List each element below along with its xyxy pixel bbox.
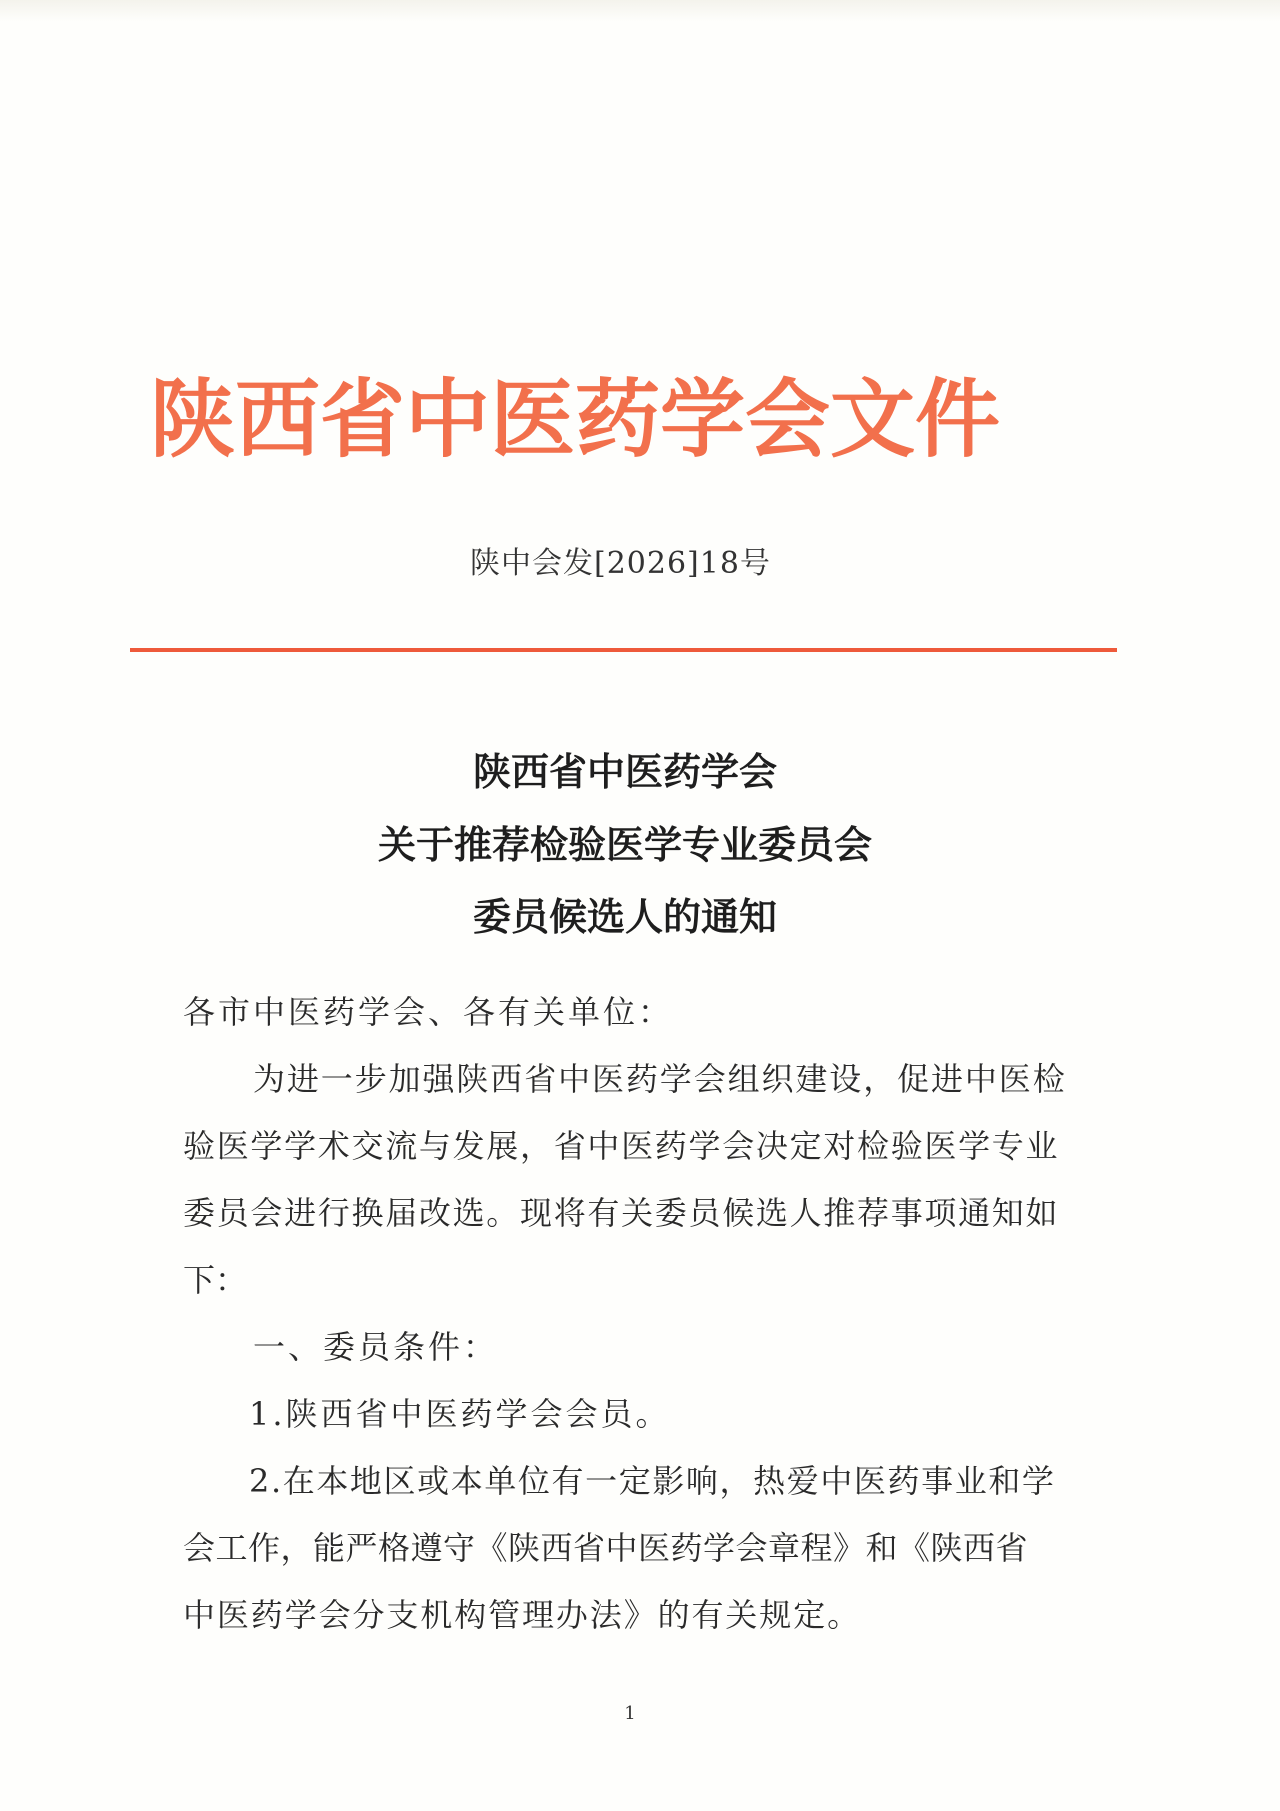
body-paragraph-line-1: 为进一步加强陕西省中医药学会组织建设，促进中医检: [253, 1060, 1067, 1098]
document-number: 陕中会发[2026]18号: [470, 546, 771, 581]
notice-title-line-2: 关于推荐检验医学专业委员会: [377, 823, 872, 867]
body-paragraph-line-3: 委员会进行换届改选。现将有关委员候选人推荐事项通知如: [183, 1194, 1060, 1232]
page-number: 1: [624, 1703, 636, 1724]
body-paragraph-line-4: 下：: [183, 1261, 248, 1299]
requirement-item-1: 1.陕西省中医药学会会员。: [249, 1395, 671, 1433]
requirement-item-2-line-3: 中医药学会分支机构管理办法》的有关规定。: [183, 1596, 862, 1634]
red-separator-line: [130, 648, 1117, 652]
section-heading-member-requirements: 一、委员条件：: [253, 1328, 499, 1366]
notice-title-line-3: 委员候选人的通知: [472, 895, 777, 939]
salutation: 各市中医药学会、各有关单位：: [183, 993, 674, 1031]
body-paragraph-line-2: 验医学学术交流与发展，省中医药学会决定对检验医学专业: [183, 1127, 1060, 1165]
red-masthead-title: 陕西省中医药学会文件: [150, 370, 1001, 470]
requirement-item-2-line-1: 2.在本地区或本单位有一定影响，热爱中医药事业和学: [249, 1462, 1056, 1500]
scan-edge-shadow: [0, 0, 1280, 22]
requirement-item-2-line-2: 会工作，能严格遵守《陕西省中医药学会章程》和《陕西省: [183, 1529, 1029, 1567]
notice-title-line-1: 陕西省中医药学会: [472, 750, 777, 794]
